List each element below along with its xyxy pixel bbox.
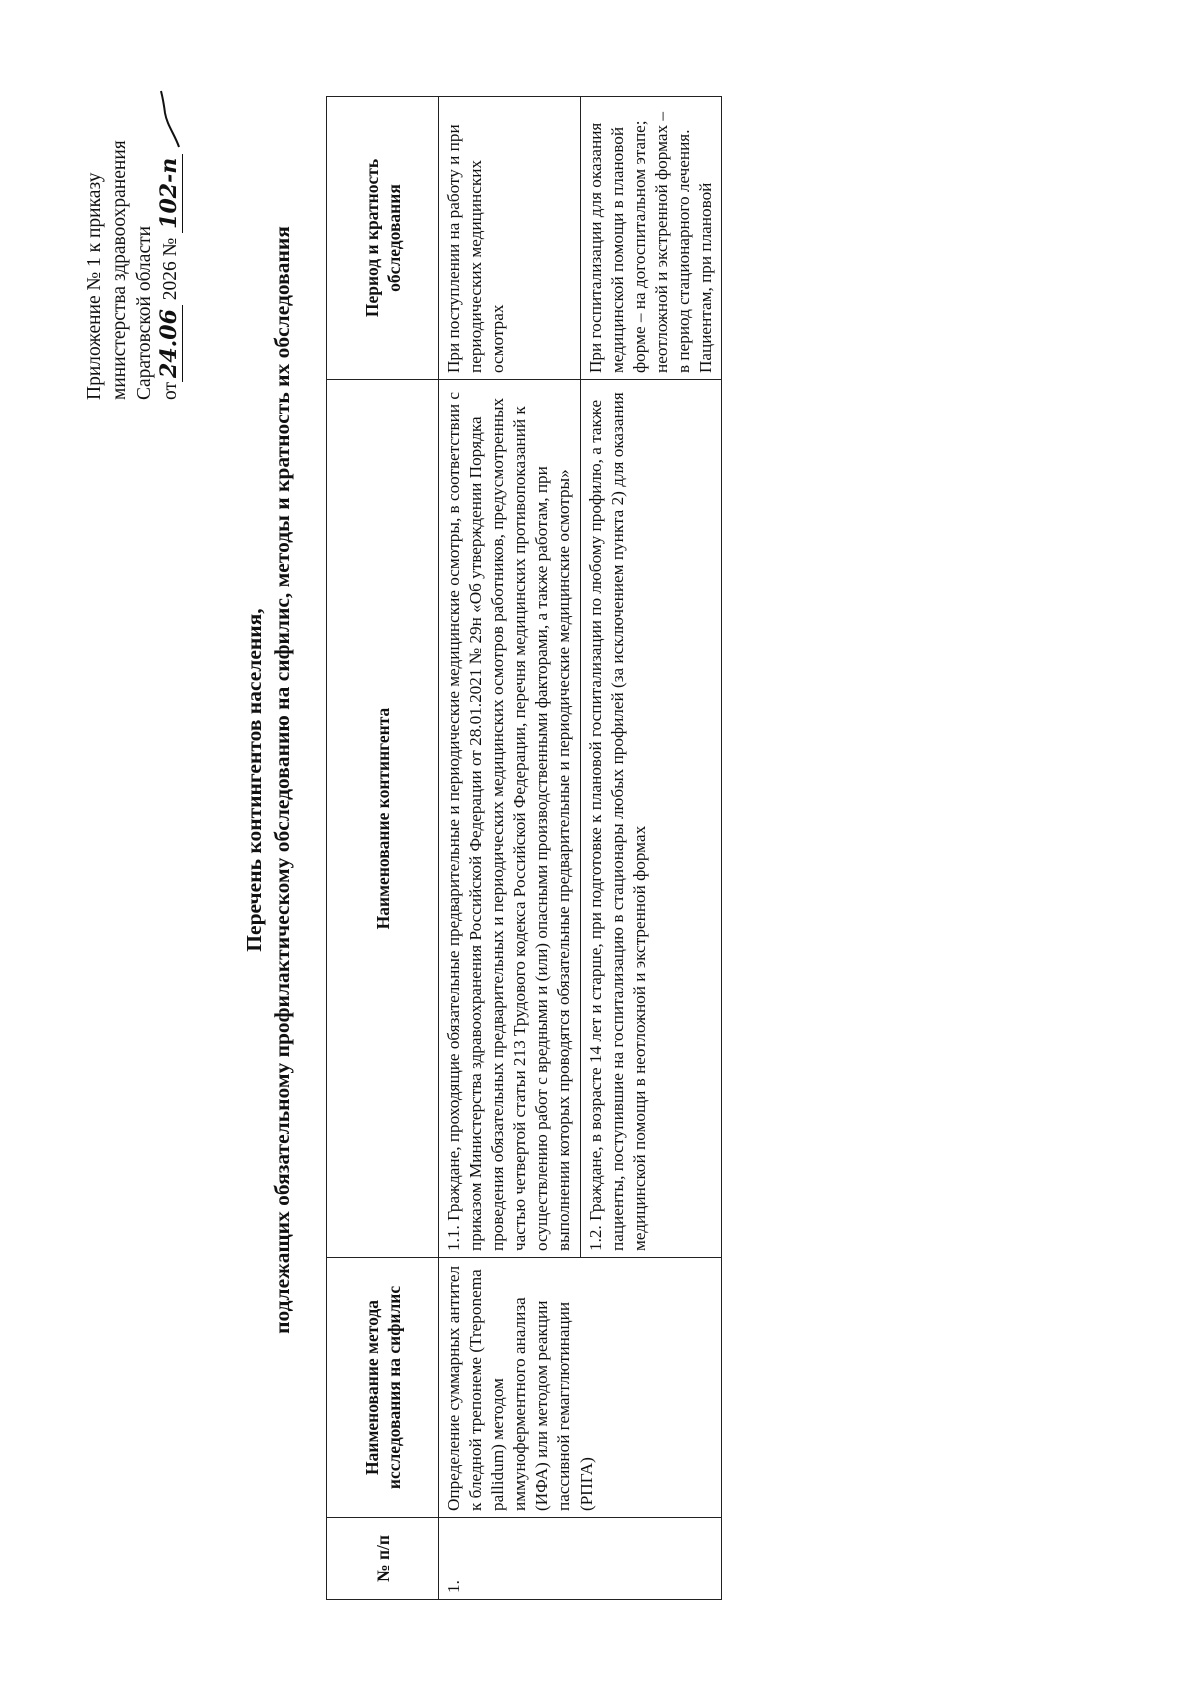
handwritten-date: 24.06 (157, 305, 183, 382)
number-prefix: № (160, 237, 181, 257)
contingent-cell: 1.2. Граждане, в возрасте 14 лет и старше, при подготовке к плановой госпитализации по любому профилю, а также пациенты, поступившие на госпитализацию в стационары любых профилей (за исключением пункта 2) для оказания медицинской помощи в неотложной и экстренной формах (580, 380, 722, 1258)
signature-stroke-icon (159, 89, 185, 149)
appendix-reference (82, 70, 185, 400)
header-method: Наименование метода исследования на сифилис (327, 1258, 439, 1518)
appendix-line-1: Приложение № 1 к приказу (84, 172, 105, 400)
table-row (439, 97, 581, 1600)
contingent-table (326, 96, 722, 1600)
title-line-2: подлежащих обязательному профилактическому обследованию на сифилис, методы и кратность их обследования (270, 226, 294, 1334)
period-cell: При поступлении на работу и при периодических медицинских осмотрах (439, 97, 581, 380)
appendix-date-number-line (157, 70, 185, 400)
header-num: № п/п (327, 1518, 439, 1600)
header-period: Период и кратность обследования (327, 97, 439, 380)
from-prefix: от (160, 381, 181, 400)
header-contingent: Наименование контингента (327, 380, 439, 1258)
table-header-row (327, 97, 439, 1600)
year: 2026 (160, 261, 181, 301)
appendix-line-3: Саратовской области (134, 225, 155, 400)
title-line-1: Перечень контингентов населения, (242, 608, 266, 952)
contingent-cell: 1.1. Граждане, проходящие обязательные предварительные и периодические медицинские осмотры, в соответствии с приказом Министерства здравоохранения Российской Федерации от 28.01.2021 № 29н «Об утверждении Порядка проведения обязательных предварительных и периодических медицинских осмотров работников, предусмотренных частью четвертой статьи 213 Трудового кодекса Российской Федерации, перечня медицинских противопоказаний к осуществлению работ с вредными и (или) опасными производственными факторами, а также работам, при выполнении которых проводятся обязательные предварительные и периодические медицинские осмотры» (439, 380, 581, 1258)
period-cell: При госпитализации для оказания медицинской помощи в плановой форме – на догоспитальном этапе; неотложной и экстренной формах – в период стационарного лечения. Пациентам, при плановой (580, 97, 722, 380)
appendix-line-2: министерства здравоохранения (109, 140, 130, 400)
method-cell: Определение суммарных антител к бледной трепонеме (Treponema pallidum) методом иммуноферментного анализа (ИФА) или методом реакции пассивной гемагглютинации (РПГА) (439, 1258, 722, 1518)
document-title (240, 5, 296, 1555)
handwritten-order-number: 102-п (157, 154, 183, 233)
row-number-cell: 1. (439, 1518, 722, 1600)
